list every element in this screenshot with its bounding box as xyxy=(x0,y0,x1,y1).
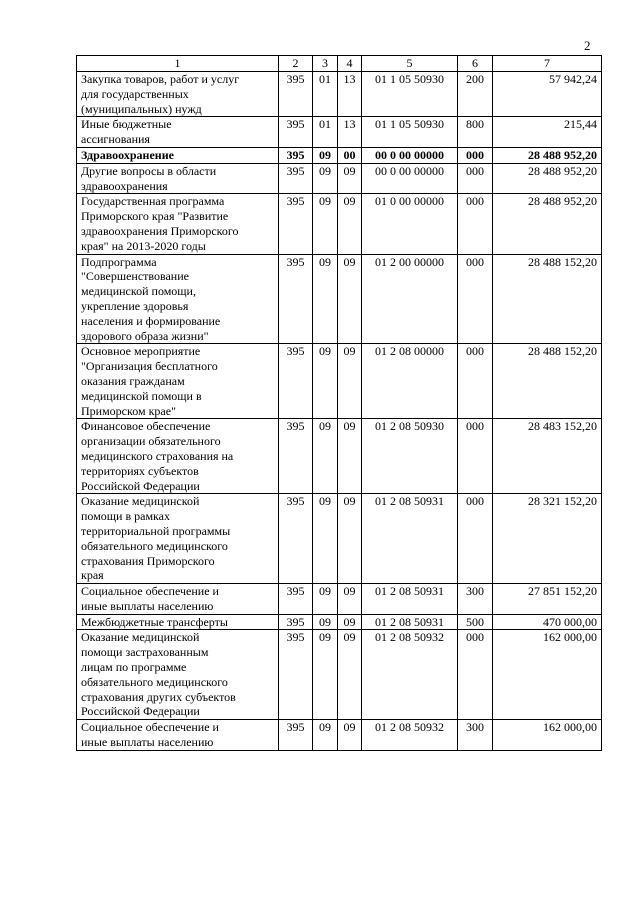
row-amount-cell: 28 488 152,20 xyxy=(493,254,602,344)
row-name-cell: Социальное обеспечение и иные выплаты населению xyxy=(77,720,279,751)
row-expense-type-cell: 000 xyxy=(458,254,493,344)
row-amount-cell: 28 488 952,20 xyxy=(493,147,602,163)
table-row xyxy=(77,117,602,148)
row-name-cell: Подпрограмма "Совершенствование медицинской помощи, укрепление здоровья населения и формирование здорового образа жизни" xyxy=(77,254,279,344)
row-amount-cell: 57 942,24 xyxy=(493,72,602,117)
row-subsection-cell: 09 xyxy=(338,254,362,344)
row-section-cell: 09 xyxy=(313,494,338,584)
row-target-article-cell: 01 1 05 50930 xyxy=(362,117,458,148)
row-name-cell: Оказание медицинской помощи в рамках территориальной программы обязательного медицинского страхования Приморского края xyxy=(77,494,279,584)
row-code-cell: 395 xyxy=(279,147,313,163)
header-cell-5: 5 xyxy=(362,56,458,72)
row-section-cell: 09 xyxy=(313,630,338,720)
row-subsection-cell: 09 xyxy=(338,720,362,751)
row-name-cell: Финансовое обеспечение организации обязательного медицинского страхования на территориях субъектов Российской Федерации xyxy=(77,419,279,494)
row-subsection-cell: 09 xyxy=(338,163,362,194)
row-code-cell: 395 xyxy=(279,630,313,720)
table-row xyxy=(77,614,602,630)
row-section-cell: 09 xyxy=(313,163,338,194)
row-target-article-cell: 01 2 08 50932 xyxy=(362,630,458,720)
row-target-article-cell: 01 2 08 00000 xyxy=(362,344,458,419)
row-amount-cell: 27 851 152,20 xyxy=(493,584,602,615)
row-amount-cell: 470 000,00 xyxy=(493,614,602,630)
row-section-cell: 09 xyxy=(313,614,338,630)
row-subsection-cell: 09 xyxy=(338,419,362,494)
table-row xyxy=(77,344,602,419)
row-subsection-cell: 13 xyxy=(338,117,362,148)
row-section-cell: 09 xyxy=(313,344,338,419)
row-amount-cell: 162 000,00 xyxy=(493,720,602,751)
row-expense-type-cell: 000 xyxy=(458,147,493,163)
table-row xyxy=(77,419,602,494)
row-target-article-cell: 01 2 08 50931 xyxy=(362,494,458,584)
row-code-cell: 395 xyxy=(279,344,313,419)
row-code-cell: 395 xyxy=(279,419,313,494)
row-code-cell: 395 xyxy=(279,117,313,148)
row-code-cell: 395 xyxy=(279,163,313,194)
row-amount-cell: 215,44 xyxy=(493,117,602,148)
row-expense-type-cell: 000 xyxy=(458,419,493,494)
row-name-cell: Государственная программа Приморского края "Развитие здравоохранения Приморского края" на 2013-2020 годы xyxy=(77,194,279,254)
row-target-article-cell: 01 2 00 00000 xyxy=(362,254,458,344)
row-code-cell: 395 xyxy=(279,254,313,344)
header-cell-name: 1 xyxy=(77,56,279,72)
budget-table xyxy=(76,55,602,751)
header-cell-4: 4 xyxy=(338,56,362,72)
row-expense-type-cell: 000 xyxy=(458,344,493,419)
row-name-cell: Здравоохранение xyxy=(77,147,279,163)
row-name-cell: Закупка товаров, работ и услуг для государственных (муниципальных) нужд xyxy=(77,72,279,117)
row-subsection-cell: 09 xyxy=(338,194,362,254)
row-section-cell: 09 xyxy=(313,147,338,163)
row-section-cell: 09 xyxy=(313,194,338,254)
row-code-cell: 395 xyxy=(279,194,313,254)
header-cell-6: 6 xyxy=(458,56,493,72)
row-amount-cell: 28 488 152,20 xyxy=(493,344,602,419)
row-expense-type-cell: 000 xyxy=(458,494,493,584)
row-expense-type-cell: 000 xyxy=(458,163,493,194)
header-row xyxy=(77,56,602,72)
row-target-article-cell: 01 2 08 50931 xyxy=(362,614,458,630)
table-row xyxy=(77,630,602,720)
row-section-cell: 09 xyxy=(313,419,338,494)
row-code-cell: 395 xyxy=(279,494,313,584)
header-cell-3: 3 xyxy=(313,56,338,72)
row-target-article-cell: 01 2 08 50932 xyxy=(362,720,458,751)
row-section-cell: 09 xyxy=(313,720,338,751)
table-row xyxy=(77,494,602,584)
row-target-article-cell: 01 1 05 50930 xyxy=(362,72,458,117)
row-subsection-cell: 13 xyxy=(338,72,362,117)
header-cell-amount: 7 xyxy=(493,56,602,72)
header-cell-2: 2 xyxy=(279,56,313,72)
table-body xyxy=(77,72,602,751)
row-expense-type-cell: 300 xyxy=(458,720,493,751)
row-amount-cell: 28 321 152,20 xyxy=(493,494,602,584)
table-row xyxy=(77,72,602,117)
row-code-cell: 395 xyxy=(279,72,313,117)
page-number: 2 xyxy=(584,38,591,53)
row-amount-cell: 28 488 952,20 xyxy=(493,194,602,254)
row-subsection-cell: 09 xyxy=(338,614,362,630)
row-target-article-cell: 01 2 08 50930 xyxy=(362,419,458,494)
row-name-cell: Оказание медицинской помощи застрахованным лицам по программе обязательного медицинского страхования других субъектов Российской Федерации xyxy=(77,630,279,720)
row-amount-cell: 28 483 152,20 xyxy=(493,419,602,494)
row-target-article-cell: 01 2 08 50931 xyxy=(362,584,458,615)
table-row xyxy=(77,254,602,344)
row-section-cell: 01 xyxy=(313,117,338,148)
row-expense-type-cell: 000 xyxy=(458,630,493,720)
row-subsection-cell: 09 xyxy=(338,584,362,615)
row-amount-cell: 162 000,00 xyxy=(493,630,602,720)
row-expense-type-cell: 800 xyxy=(458,117,493,148)
row-name-cell: Другие вопросы в области здравоохранения xyxy=(77,163,279,194)
row-name-cell: Социальное обеспечение и иные выплаты населению xyxy=(77,584,279,615)
row-subsection-cell: 00 xyxy=(338,147,362,163)
row-expense-type-cell: 200 xyxy=(458,72,493,117)
table-row xyxy=(77,194,602,254)
row-expense-type-cell: 500 xyxy=(458,614,493,630)
row-target-article-cell: 00 0 00 00000 xyxy=(362,147,458,163)
table-row xyxy=(77,163,602,194)
row-section-cell: 09 xyxy=(313,584,338,615)
row-subsection-cell: 09 xyxy=(338,344,362,419)
row-code-cell: 395 xyxy=(279,720,313,751)
row-name-cell: Иные бюджетные ассигнования xyxy=(77,117,279,148)
row-amount-cell: 28 488 952,20 xyxy=(493,163,602,194)
row-expense-type-cell: 000 xyxy=(458,194,493,254)
row-section-cell: 09 xyxy=(313,254,338,344)
row-name-cell: Основное мероприятие "Организация бесплатного оказания гражданам медицинской помощи в Приморском крае" xyxy=(77,344,279,419)
row-expense-type-cell: 300 xyxy=(458,584,493,615)
row-section-cell: 01 xyxy=(313,72,338,117)
table-row xyxy=(77,584,602,615)
table-row xyxy=(77,147,602,163)
row-subsection-cell: 09 xyxy=(338,494,362,584)
row-target-article-cell: 00 0 00 00000 xyxy=(362,163,458,194)
row-code-cell: 395 xyxy=(279,584,313,615)
row-subsection-cell: 09 xyxy=(338,630,362,720)
row-name-cell: Межбюджетные трансферты xyxy=(77,614,279,630)
table-row xyxy=(77,720,602,751)
row-target-article-cell: 01 0 00 00000 xyxy=(362,194,458,254)
row-code-cell: 395 xyxy=(279,614,313,630)
